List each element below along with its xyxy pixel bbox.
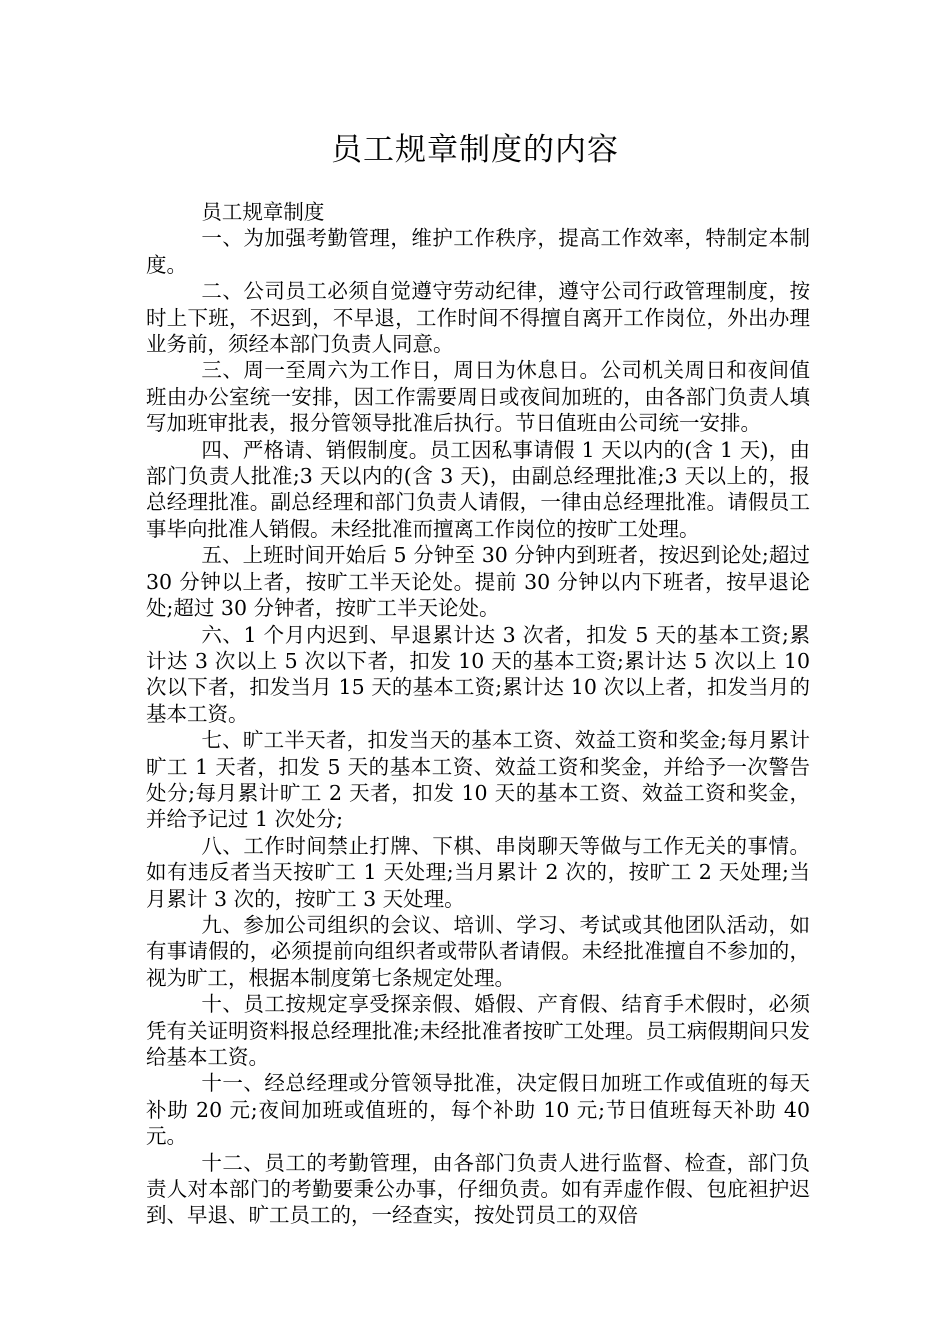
paragraph-6: 六、1 个月内迟到、早退累计达 3 次者，扣发 5 天的基本工资;累计达 3 次以上 5 次以下者，扣发 10 天的基本工资;累计达 5 次以上 10 次以下者，扣发当月 15 天的基本工资;累计达 10 次以上者，扣发当月的基本工资。 — [146, 622, 810, 726]
paragraph-heading: 员工规章制度 — [201, 200, 325, 224]
paragraph-12: 十二、员工的考勤管理，由各部门负责人进行监督、检查，部门负责人对本部门的考勤要秉公办事，仔细负责。如有弄虚作假、包庇袒护迟到、早退、旷工员工的，一经查实，按处罚员工的双倍 — [146, 1150, 810, 1228]
paragraph-8: 八、工作时间禁止打牌、下棋、串岗聊天等做与工作无关的事情。如有违反者当天按旷工 1 天处理;当月累计 2 次的，按旷工 2 天处理;当月累计 3 次的，按旷工 3 天处理。 — [146, 833, 810, 911]
paragraph-4: 四、严格请、销假制度。员工因私事请假 1 天以内的(含 1 天)，由部门负责人批准;3 天以内的(含 3 天)，由副总经理批准;3 天以上的，报总经理批准。副总经理和部门负责人请假，一律由总经理批准。请假员工事毕向批准人销假。未经批准而擅离工作岗位的按旷工处理。 — [146, 437, 810, 541]
paragraph-3: 三、周一至周六为工作日，周日为休息日。公司机关周日和夜间值班由办公室统一安排，因工作需要周日或夜间加班的，由各部门负责人填写加班审批表，报分管领导批准后执行。节日值班由公司统一安排。 — [146, 358, 810, 436]
paragraph-5: 五、上班时间开始后 5 分钟至 30 分钟内到班者，按迟到论处;超过 30 分钟以上者，按旷工半天论处。提前 30 分钟以内下班者，按早退论处;超过 30 分钟者，按旷工半天论处。 — [146, 543, 810, 621]
paragraph-9: 九、参加公司组织的会议、培训、学习、考试或其他团队活动，如有事请假的，必须提前向组织者或带队者请假。未经批准擅自不参加的，视为旷工，根据本制度第七条规定处理。 — [146, 912, 810, 990]
paragraph-11: 十一、经总经理或分管领导批准，决定假日加班工作或值班的每天补助 20 元;夜间加班或值班的，每个补助 10 元;节日值班每天补助 40 元。 — [146, 1071, 810, 1149]
paragraph-10: 十、员工按规定享受探亲假、婚假、产育假、结育手术假时，必须凭有关证明资料报总经理批准;未经批准者按旷工处理。员工病假期间只发给基本工资。 — [146, 992, 810, 1069]
paragraph-7: 七、旷工半天者，扣发当天的基本工资、效益工资和奖金;每月累计旷工 1 天者，扣发 5 天的基本工资、效益工资和奖金，并给予一次警告处分;每月累计旷工 2 天者，扣发 10 天的基本工资、效益工资和奖金，并给予记过 1 次处分; — [146, 728, 810, 832]
document-body — [146, 199, 810, 1229]
paragraph-2: 二、公司员工必须自觉遵守劳动纪律，遵守公司行政管理制度，按时上下班，不迟到，不早退，工作时间不得擅自离开工作岗位，外出办理业务前，须经本部门负责人同意。 — [146, 279, 810, 357]
document-title: 员工规章制度的内容 — [331, 132, 619, 168]
paragraph-1: 一、为加强考勤管理，维护工作秩序，提高工作效率，特制定本制度。 — [146, 226, 810, 277]
